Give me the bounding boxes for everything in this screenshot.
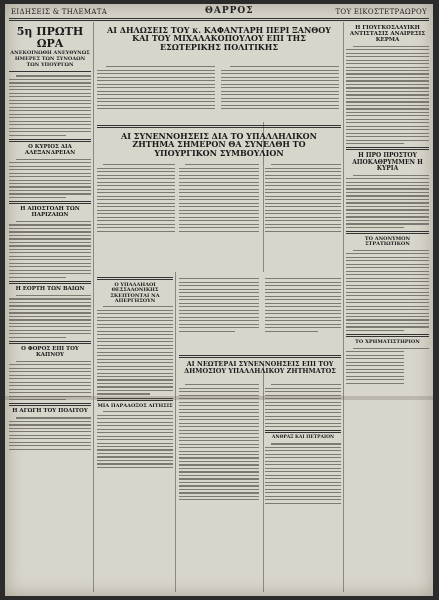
column-center-lower	[179, 352, 341, 592]
article-headline: Η ΠΡΟ ΠΡΟΣΤΟΥ ΑΠΟΚΑΘΡΥΜΜΕΝ Η ΚΥΡΙΑ	[352, 152, 423, 172]
article-body	[9, 75, 91, 135]
masthead-rule-2	[9, 20, 429, 21]
article-body	[9, 159, 91, 199]
column-separator	[175, 272, 176, 592]
article-headline: ΑΙ ΝΕΩΤΕΡΑΙ ΣΥΝΕΝΝΟΗΣΕΙΣ ΕΠΙ ΤΟΥ ΔΗΜΟΣΙΟΥ ΥΠΑΛΛΗΛΙΚΟΥ ΖΗΤΗΜΑΤΟΣ	[184, 360, 336, 375]
article-headline: ΑΙ ΣΥΝΕΝΝΟΗΣΕΙΣ ΔΙΑ ΤΟ ΥΠΑΛΛΗΛΙΚΟΝ ΖΗΤΗΜΑ ΣΗΜΕΡΟΝ ΘΑ ΣΥΝΕΛΘΗ ΤΟ ΥΠΟΥΡΓΙΚΟΝ ΣΥΜΒΟΥΛΙΟΝ	[121, 131, 317, 158]
article-body	[9, 417, 91, 450]
article-body	[179, 382, 259, 503]
masthead-rule	[9, 18, 429, 19]
masthead-title: ΘΑΡΡΟΣ	[205, 6, 254, 16]
article-headline: ΤΟ ΑΝΟΝΥΜΟΝ ΣΤΡΑΤΙΩΤΙΚΟΝ	[364, 235, 411, 248]
column-center-main	[97, 122, 341, 272]
paper-fold	[5, 396, 433, 400]
article-body	[97, 411, 173, 468]
article-body	[9, 361, 91, 401]
article-headline: Η ΕΟΡΤΗ ΤΩΝ ΒΑΙΩΝ	[15, 285, 85, 292]
article-body	[265, 382, 341, 506]
article-body	[97, 306, 173, 394]
article-body	[179, 162, 259, 234]
column-separator	[343, 22, 344, 592]
article-headline: Ο ΦΟΡΟΣ ΕΠΙ ΤΟΥ ΚΑΠΝΟΥ	[21, 345, 79, 358]
column-left	[9, 24, 91, 592]
article-body	[346, 175, 429, 228]
column-center-continuation	[179, 274, 341, 350]
article-headline: Η ΑΓΩΓΗ ΤΟΥ ΠΟΛΙΤΟΥ	[12, 408, 88, 415]
article-headline: Η ΓΙΟΥΓΚΟΣΛΑΥΙΚΗ ΑΝΤΙΣΤΑΣΙΣ ΑΝΑΙΡΕΣΙΣ ΚΕΡΜΑ	[349, 25, 426, 43]
masthead-right: ΤΟΥ ΕΙΚΟΣΤΕΤΡΑΩΡΟΥ	[335, 8, 427, 16]
article-headline: Ο ΚΥΡΙΟΣ ΔΙΑ ΑΛΕΞΑΝΔΡΕΙΑΝ	[24, 143, 76, 156]
article-headline: ΑΝΘΡΑΞ ΚΑΙ ΠΕΤΡΑΙΟΝ	[271, 435, 335, 441]
article-body	[221, 64, 339, 112]
article-headline: Ο ΥΠΑΛΛΗΛΟΙ ΘΕΣΣΑΛΟΝΙΚΗΣ ΣΚΕΠΤΟΝΤΑΙ ΝΑ ΑΠΕΡΓΗΣΟΥΝ	[110, 282, 160, 304]
article-body	[346, 348, 429, 384]
column-center-lower-left	[97, 274, 173, 592]
article-body	[346, 46, 429, 145]
article-body	[9, 221, 91, 278]
masthead-left: ΕΙΔΗΣΕΙΣ & ΤΗΛΕΜΑΤΑ	[11, 8, 108, 16]
column-right	[346, 24, 429, 592]
article-body	[97, 64, 215, 112]
article-headline: Η ΑΠΟΣΤΟΛΗ ΤΩΝ ΠΑΡΙΖΑΙΩΝ	[20, 206, 80, 218]
article-headline: ΜΙΑ ΠΑΡΑΔΟΞΟΣ ΑΙΤΗΣΙΣ	[97, 402, 173, 409]
article-body	[97, 162, 175, 234]
newspaper-page	[5, 4, 433, 596]
article-body	[9, 295, 91, 338]
article-headline: ΤΟ ΧΡΗΜΑΤΙΣΤΗΡΙΟΝ	[355, 339, 420, 346]
article-headline: 5η ΠΡΩΤΗ ΩΡΑ	[16, 25, 84, 50]
article-headline: ΑΙ ΔΗΛΩΣΕΙΣ ΤΟΥ κ. ΚΑΦΑΝΤΑΡΗ ΠΕΡΙ ΞΑΝΘΟΥ ΚΑΙ ΤΟΥ ΜΙΧΑΛΑΚΟΠΟΥΛΟΥ ΕΠΙ ΤΗΣ ΕΣΩΤΕΡΙΚΗΣ ΠΟΛΙΤΙΚΗΣ	[107, 25, 331, 52]
masthead	[5, 6, 433, 18]
column-separator	[93, 22, 94, 592]
article-body	[346, 250, 429, 331]
column-center-top	[97, 24, 341, 122]
article-body	[265, 162, 341, 234]
article-subheadline: ΑΝΕΚΟΙΝΩΘΗ ΑΝΕΥΘΥΝΩΣ ΗΜΕΡΕΣ ΤΩΝ ΣΥΝΟΔΩΝ ΤΩΝ ΥΠΟΥΡΓΩΝ	[10, 50, 90, 68]
